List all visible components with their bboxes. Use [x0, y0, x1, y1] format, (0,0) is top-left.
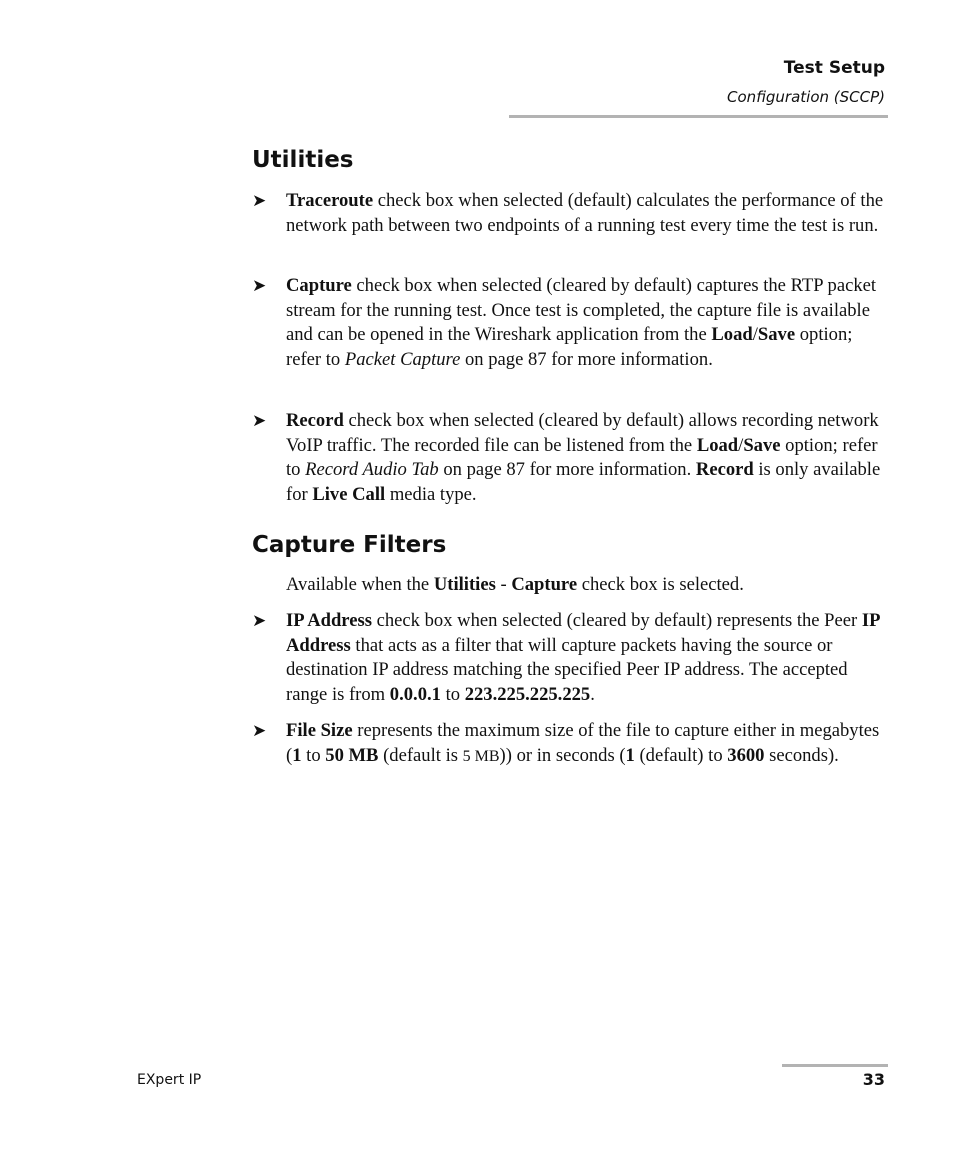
list-item-file-size: ➤ File Size represents the maximum size of the file to capture either in megabytes (1 to 50 MB (default is 5 MB)) or in seconds (1 (default) to 3600 seconds).	[252, 720, 880, 766]
intro-paragraph: Available when the Utilities - Capture check box is selected.	[286, 574, 744, 595]
section-heading-utilities: Utilities	[252, 147, 354, 173]
running-header-title: Test Setup	[783, 58, 885, 78]
cross-reference-link[interactable]: Packet Capture	[344, 348, 461, 370]
list-item-traceroute: ➤ Traceroute check box when selected (default) calculates the performance of the network path between two endpoints of a running test every time the test is run.	[252, 190, 884, 236]
header-rule	[509, 115, 888, 118]
list-item-record: ➤ Record check box when selected (cleared by default) allows recording network VoIP traffic. The recorded file can be listened from the Load/Save option; refer to Record Audio Tab on page 87 for more information. Record is only available for Live Call media type.	[252, 410, 881, 505]
footer-rule	[782, 1064, 888, 1067]
bullet-arrow-icon: ➤	[252, 721, 267, 740]
bullet-arrow-icon: ➤	[252, 191, 267, 210]
bullet-arrow-icon: ➤	[252, 611, 267, 630]
section-heading-capture-filters: Capture Filters	[252, 532, 447, 558]
bullet-arrow-icon: ➤	[252, 276, 267, 295]
page-number: 33	[862, 1070, 885, 1089]
bullet-arrow-icon: ➤	[252, 411, 267, 430]
list-item-ip-address: ➤ IP Address check box when selected (cleared by default) represents the Peer IP Address that acts as a filter that will capture packets having the source or destination IP address matching the specified Peer IP address. The accepted range is from 0.0.0.1 to 223.225.225.225.	[252, 610, 880, 705]
list-item-capture: ➤ Capture check box when selected (cleared by default) captures the RTP packet stream for the running test. Once test is completed, the capture file is available and can be opened in the Wireshark application from the Load/Save option; refer to Packet Capture on page 87 for more information.	[252, 275, 877, 370]
footer-product-name: EXpert IP	[137, 1072, 202, 1088]
cross-reference-link[interactable]: Record Audio Tab	[305, 459, 439, 481]
running-header-subtitle: Configuration (SCCP)	[727, 88, 885, 106]
